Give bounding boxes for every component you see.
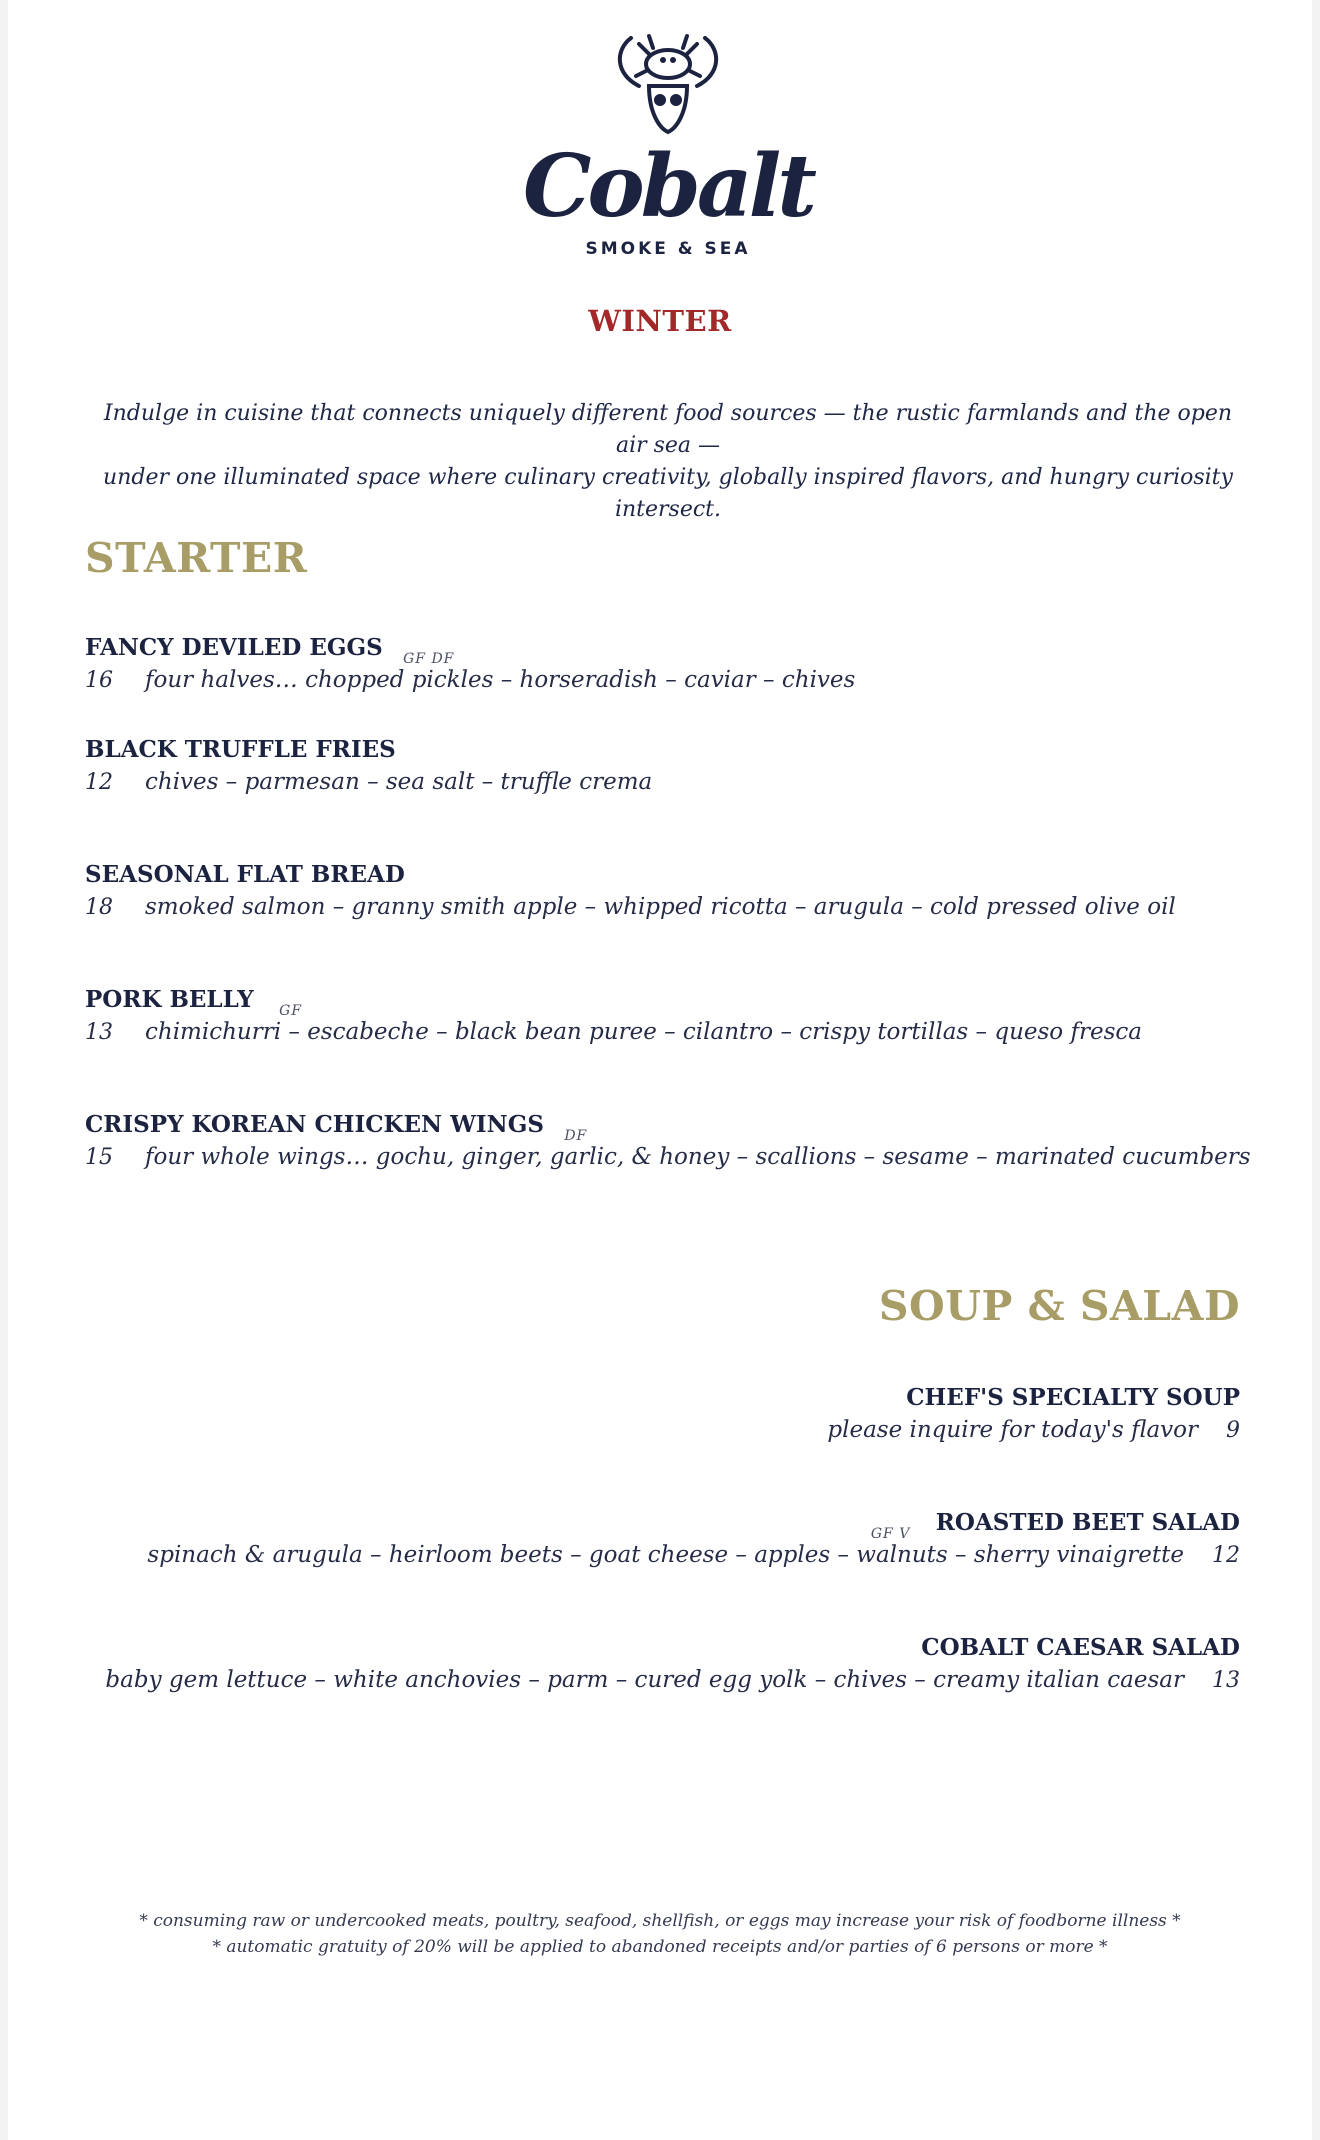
- item-price: 9: [1226, 1418, 1240, 1443]
- item-name: BLACK TRUFFLE FRIES: [85, 736, 396, 763]
- cobalt-logo: [522, 20, 814, 270]
- item-description: please inquire for today's flavor: [827, 1417, 1198, 1443]
- item-description: four whole wings… gochu, ginger, garlic, & honey – scallions – sesame – marinated cucumbers: [145, 1144, 1251, 1170]
- menu-item-deviled-eggs: [85, 634, 855, 693]
- item-name: ROASTED BEET SALAD: [935, 1509, 1240, 1536]
- menu-item-chicken-wings: [85, 1111, 1251, 1170]
- menu-item-beet-salad: [147, 1509, 1240, 1568]
- item-price: 18: [85, 895, 113, 920]
- intro-text: [88, 398, 1248, 526]
- menu-disclaimer: [8, 1908, 1312, 1960]
- item-price: 13: [1212, 1668, 1240, 1693]
- item-price: 12: [1212, 1543, 1240, 1568]
- item-name: COBALT CAESAR SALAD: [921, 1634, 1240, 1661]
- dietary-tags: DF: [564, 1128, 588, 1144]
- dietary-tags: GF V: [870, 1526, 911, 1542]
- item-name: CHEF'S SPECIALTY SOUP: [906, 1384, 1240, 1411]
- dietary-tags: GF DF: [403, 651, 455, 667]
- season-title: WINTER: [588, 304, 732, 338]
- item-name: PORK BELLY: [85, 986, 254, 1013]
- item-description: smoked salmon – granny smith apple – whipped ricotta – arugula – cold pressed olive oil: [145, 894, 1176, 920]
- item-description: baby gem lettuce – white anchovies – parm – cured egg yolk – chives – creamy italian caesar: [105, 1667, 1184, 1693]
- item-price: 16: [85, 668, 113, 693]
- item-description: spinach & arugula – heirloom beets – goat cheese – apples – walnuts – sherry vinaigrette: [147, 1542, 1184, 1568]
- crab-skull-logo-icon: [522, 20, 814, 270]
- disclaimer-line-1: * consuming raw or undercooked meats, poultry, seafood, shellfish, or eggs may increase your risk of foodborne illness *: [139, 1911, 1181, 1931]
- svg-text:Cobalt: Cobalt: [522, 136, 814, 237]
- item-description: chimichurri – escabeche – black bean puree – cilantro – crispy tortillas – queso fresca: [145, 1019, 1142, 1045]
- menu-page: [8, 0, 1312, 2140]
- starter-section-title: STARTER: [85, 534, 308, 582]
- soup-salad-section-title: SOUP & SALAD: [878, 1282, 1240, 1330]
- intro-line-2: under one illuminated space where culinary creativity, globally inspired flavors, and hungry curiosity intersect.: [103, 465, 1233, 522]
- dietary-tags: GF: [279, 1003, 303, 1019]
- item-description: four halves… chopped pickles – horseradish – caviar – chives: [145, 667, 856, 693]
- item-price: 15: [85, 1145, 113, 1170]
- menu-item-flat-bread: [85, 861, 1176, 920]
- menu-item-caesar-salad: [105, 1634, 1240, 1693]
- menu-item-pork-belly: [85, 986, 1142, 1045]
- item-price: 12: [85, 770, 113, 795]
- item-description: chives – parmesan – sea salt – truffle crema: [145, 769, 653, 795]
- item-name: CRISPY KOREAN CHICKEN WINGS: [85, 1111, 544, 1138]
- item-name: FANCY DEVILED EGGS: [85, 634, 383, 661]
- menu-item-specialty-soup: [827, 1384, 1240, 1443]
- intro-line-1: Indulge in cuisine that connects uniquely different food sources — the rustic farmlands and the open air sea —: [103, 401, 1233, 458]
- svg-text:SMOKE & SEA: SMOKE & SEA: [585, 239, 751, 259]
- disclaimer-line-2: * automatic gratuity of 20% will be applied to abandoned receipts and/or parties of 6 persons or more *: [212, 1937, 1108, 1957]
- menu-item-truffle-fries: [85, 736, 652, 795]
- item-price: 13: [85, 1020, 113, 1045]
- item-name: SEASONAL FLAT BREAD: [85, 861, 405, 888]
